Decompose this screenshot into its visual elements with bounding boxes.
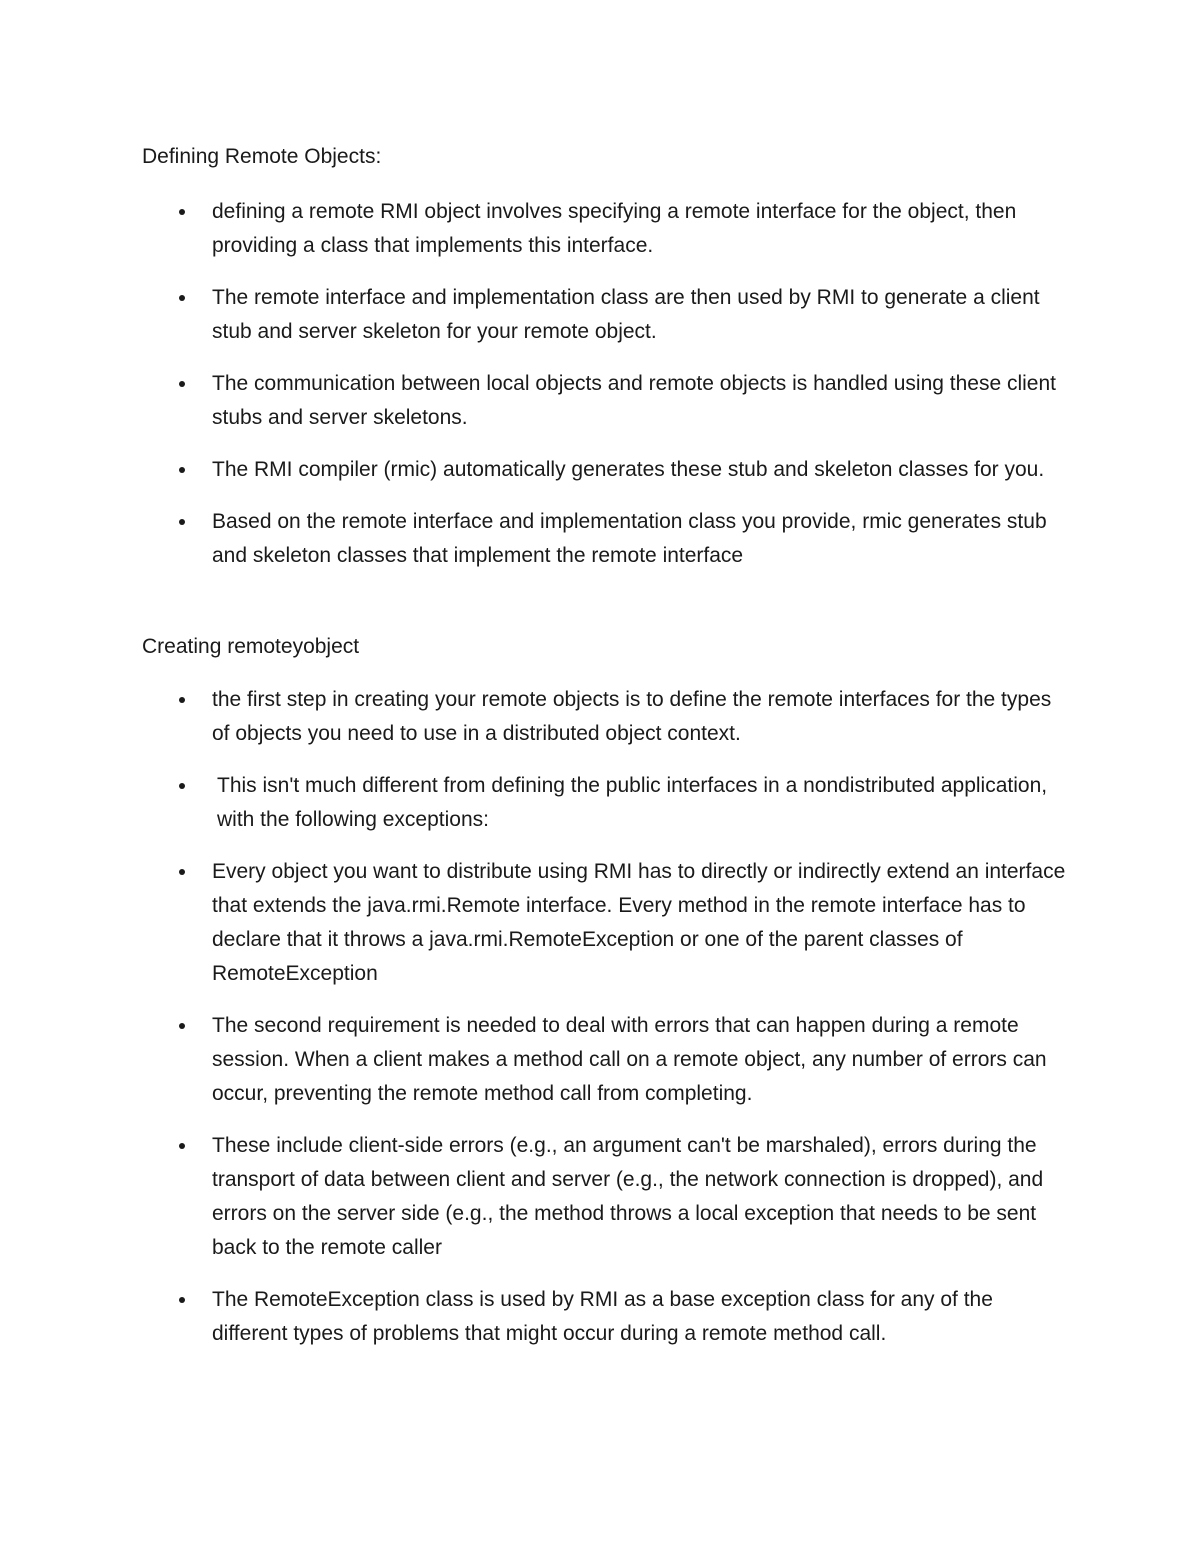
list-item <box>0 855 1072 991</box>
list-item-text: The communication between local objects and remote objects is handled using these client stubs and server skeletons. <box>212 372 1056 429</box>
bullet-icon <box>175 453 189 487</box>
section-1-bullet-list <box>0 195 1200 573</box>
list-item-text: The RMI compiler (rmic) automatically generates these stub and skeleton classes for you. <box>212 458 1045 481</box>
bullet-icon <box>175 367 189 401</box>
list-item <box>0 1129 1072 1265</box>
bullet-icon <box>175 769 189 803</box>
list-item <box>0 683 1072 751</box>
list-item <box>0 195 1072 263</box>
list-item <box>0 1009 1072 1111</box>
list-item <box>0 1283 1072 1351</box>
bullet-icon <box>175 683 189 717</box>
list-item-text: The RemoteException class is used by RMI as a base exception class for any of the different types of problems that might occur during a remote method call. <box>212 1288 993 1345</box>
list-item-text: Based on the remote interface and implementation class you provide, rmic generates stub and skeleton classes that implement the remote interface <box>212 510 1047 567</box>
list-item <box>0 505 1072 573</box>
list-item-text: This isn't much different from defining the public interfaces in a nondistributed application, with the following exceptions: <box>217 774 1048 831</box>
list-item <box>0 281 1072 349</box>
list-item-text: The remote interface and implementation class are then used by RMI to generate a client stub and server skeleton for your remote object. <box>212 286 1040 343</box>
bullet-icon <box>175 1009 189 1043</box>
bullet-icon <box>175 281 189 315</box>
list-item-text: These include client-side errors (e.g., an argument can't be marshaled), errors during the transport of data between client and server (e.g., the network connection is dropped), and errors on the server side (e.g., the method throws a local exception that needs to be sent back to the remote caller <box>212 1134 1044 1259</box>
section-heading-creating-remote-object: Creating remoteyobject <box>142 635 360 658</box>
bullet-icon <box>175 1283 189 1317</box>
list-item-text: the first step in creating your remote objects is to define the remote interfaces for the types of objects you need to use in a distributed object context. <box>212 688 1052 745</box>
section-heading-defining-remote-objects: Defining Remote Objects: <box>142 145 382 168</box>
list-item <box>0 453 1072 487</box>
list-item-text: defining a remote RMI object involves specifying a remote interface for the object, then providing a class that implements this interface. <box>212 200 1017 257</box>
bullet-icon <box>175 1129 189 1163</box>
list-item-text: The second requirement is needed to deal with errors that can happen during a remote session. When a client makes a method call on a remote object, any number of errors can occur, preventing the remote method call from completing. <box>212 1014 1047 1105</box>
list-item <box>0 769 1072 837</box>
list-item <box>0 367 1072 435</box>
section-2-bullet-list <box>0 683 1200 1351</box>
list-item-text: Every object you want to distribute using RMI has to directly or indirectly extend an interface that extends the java.rmi.Remote interface. Every method in the remote interface has to declare that it throws a java.rmi.RemoteException or one of the parent classes of RemoteException <box>212 860 1066 985</box>
bullet-icon <box>175 855 189 889</box>
bullet-icon <box>175 195 189 229</box>
bullet-icon <box>175 505 189 539</box>
